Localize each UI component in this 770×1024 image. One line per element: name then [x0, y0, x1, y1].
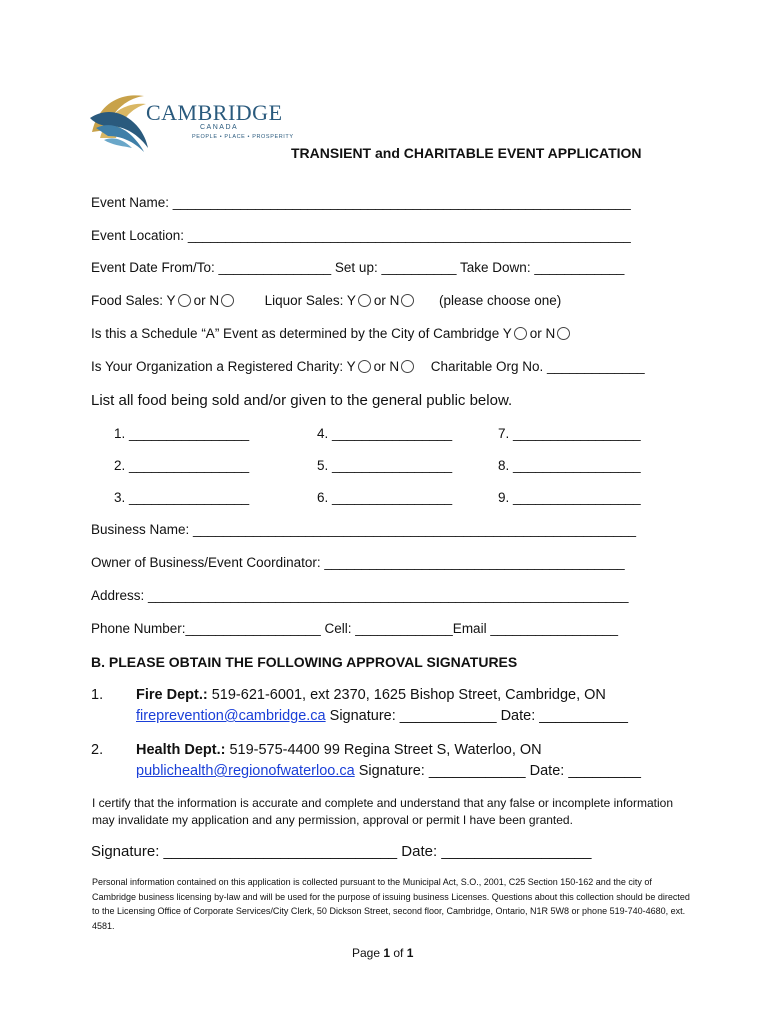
address-field[interactable]: Address: ________________________________________________________________ [91, 588, 629, 603]
food-sales-or-n: or N [193, 293, 220, 308]
approval-2-number: 2. [91, 742, 104, 758]
health-dept-label: Health Dept.: [136, 742, 226, 758]
page-total: 1 [406, 946, 414, 960]
liquor-sales-yes-radio[interactable] [358, 294, 371, 307]
food-item-9[interactable]: 9. _________________ [498, 490, 641, 505]
approval-2-line2 [136, 763, 641, 779]
approval-1-line2 [136, 708, 628, 724]
fire-dept-email-link[interactable]: fireprevention@cambridge.ca [136, 708, 326, 724]
schedule-a-yes-radio[interactable] [514, 327, 527, 340]
page-label: Page [352, 946, 384, 960]
event-name-field[interactable]: Event Name: _____________________________________________________________ [91, 195, 631, 210]
charity-number-field[interactable]: Charitable Org No. _____________ [430, 359, 645, 374]
health-dept-signature-field[interactable]: Signature: ____________ Date: _________ [354, 763, 641, 779]
charity-row [91, 359, 645, 374]
cambridge-logo [88, 88, 294, 158]
phone-field[interactable]: Phone Number:__________________ Cell: _____________Email _________________ [91, 621, 618, 636]
fire-dept-details: 519-621-6001, ext 2370, 1625 Bishop Street, Cambridge, ON [207, 687, 606, 703]
liquor-sales-or-n: or N [373, 293, 400, 308]
logo-country: CANADA [200, 124, 239, 131]
owner-field[interactable]: Owner of Business/Event Coordinator: ________________________________________ [91, 555, 625, 570]
form-title: TRANSIENT and CHARITABLE EVENT APPLICATION [291, 145, 642, 161]
schedule-a-row [91, 326, 573, 341]
applicant-signature-field[interactable]: Signature: ____________________________ Date: __________________ [91, 843, 592, 860]
schedule-a-or-n: or N [529, 326, 556, 341]
food-item-8[interactable]: 8. _________________ [498, 458, 641, 473]
event-dates-field[interactable]: Event Date From/To: _______________ Set up: __________ Take Down: ____________ [91, 260, 625, 275]
logo-swoosh-icon [88, 88, 150, 154]
food-item-6[interactable]: 6. ________________ [317, 490, 453, 505]
food-item-3[interactable]: 3. ________________ [114, 490, 250, 505]
charity-no-radio[interactable] [401, 360, 414, 373]
charity-or-n: or N [373, 359, 400, 374]
charity-yes-radio[interactable] [358, 360, 371, 373]
food-sales-row [91, 293, 561, 308]
business-name-field[interactable]: Business Name: ___________________________________________________________ [91, 522, 637, 537]
approval-1-number: 1. [91, 687, 104, 703]
liquor-sales-label: Liquor Sales: Y [264, 293, 356, 308]
food-item-7[interactable]: 7. _________________ [498, 426, 641, 441]
privacy-notice: Personal information contained on this application is collected pursuant to the Municipal Act, S.O., 2001, C25 Section 150-162 and the city of Cambridge business licensing by-law and will be used for the purpose of issuing business Licenses. Questions about this collection should be directed to the Licensing Office of Corporate Services/City Clerk, 50 Dickson Street, second floor, Cambridge, Ontario, N1R 5W8 or phone 519-740-4680, ext. 4581. [92, 877, 690, 931]
schedule-a-no-radio[interactable] [557, 327, 570, 340]
section-b-heading: B. PLEASE OBTAIN THE FOLLOWING APPROVAL SIGNATURES [91, 654, 518, 670]
approval-2-line1 [136, 742, 542, 758]
food-sales-label: Food Sales: Y [91, 293, 176, 308]
logo-tagline: PEOPLE • PLACE • PROSPERITY [192, 134, 294, 140]
page-of: of [390, 946, 407, 960]
food-list-heading: List all food being sold and/or given to the general public below. [91, 392, 513, 409]
approval-1-line1 [136, 687, 606, 703]
choose-one-note: (please choose one) [438, 293, 562, 308]
event-location-field[interactable]: Event Location: ___________________________________________________________ [91, 228, 631, 243]
fire-dept-label: Fire Dept.: [136, 687, 208, 703]
page-footer [352, 946, 413, 960]
schedule-a-label: Is this a Schedule “A” Event as determined by the City of Cambridge Y [91, 326, 512, 341]
food-item-4[interactable]: 4. ________________ [317, 426, 453, 441]
liquor-sales-no-radio[interactable] [401, 294, 414, 307]
food-sales-yes-radio[interactable] [178, 294, 191, 307]
food-item-5[interactable]: 5. ________________ [317, 458, 453, 473]
food-item-1[interactable]: 1. ________________ [114, 426, 250, 441]
health-dept-email-link[interactable]: publichealth@regionofwaterloo.ca [136, 763, 355, 779]
food-sales-no-radio[interactable] [221, 294, 234, 307]
charity-label: Is Your Organization a Registered Charity: Y [91, 359, 356, 374]
food-item-2[interactable]: 2. ________________ [114, 458, 250, 473]
logo-name: CAMBRIDGE [146, 100, 283, 125]
certify-statement: I certify that the information is accurate and complete and understand that any false or incomplete information may invalidate my application and any permission, approval or permit I have been granted. [92, 796, 673, 827]
health-dept-details: 519-575-4400 99 Regina Street S, Waterloo, ON [225, 742, 542, 758]
page-number: 1 [383, 946, 391, 960]
fire-dept-signature-field[interactable]: Signature: ____________ Date: ___________ [325, 708, 628, 724]
